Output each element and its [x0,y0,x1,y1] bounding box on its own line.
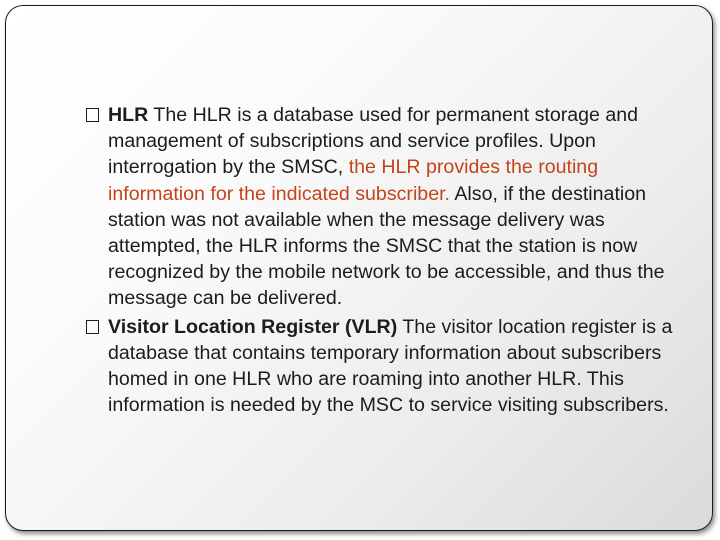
bullet-item-hlr [86,102,696,312]
vlr-text: The visitor location register is a database that contains temporary information about subscribers homed in one HLR who are roaming into another HLR. This information is needed by the MSC to service visiting subscribers. [108,315,673,417]
hlr-text-before: The HLR is a database used for permanent storage and management of subscriptions and service profiles. Upon interrogation by the SMSC, [108,104,639,179]
slide-content [86,102,696,418]
hlr-highlight-text: the HLR provides the routing information for the indicated subscriber. [108,156,599,205]
term-hlr: HLR [108,104,149,126]
square-bullet-icon [86,320,99,334]
hlr-text-after: Also, if the destination station was not available when the message delivery was attempted, the HLR informs the SMSC that the station is now recognized by the mobile network to be accessible, and thus the message can be delivered. [108,182,665,310]
square-bullet-icon [86,108,99,122]
term-vlr: Visitor Location Register (VLR) [108,315,398,338]
slide-frame [5,5,713,531]
bullet-item-vlr [86,314,696,419]
